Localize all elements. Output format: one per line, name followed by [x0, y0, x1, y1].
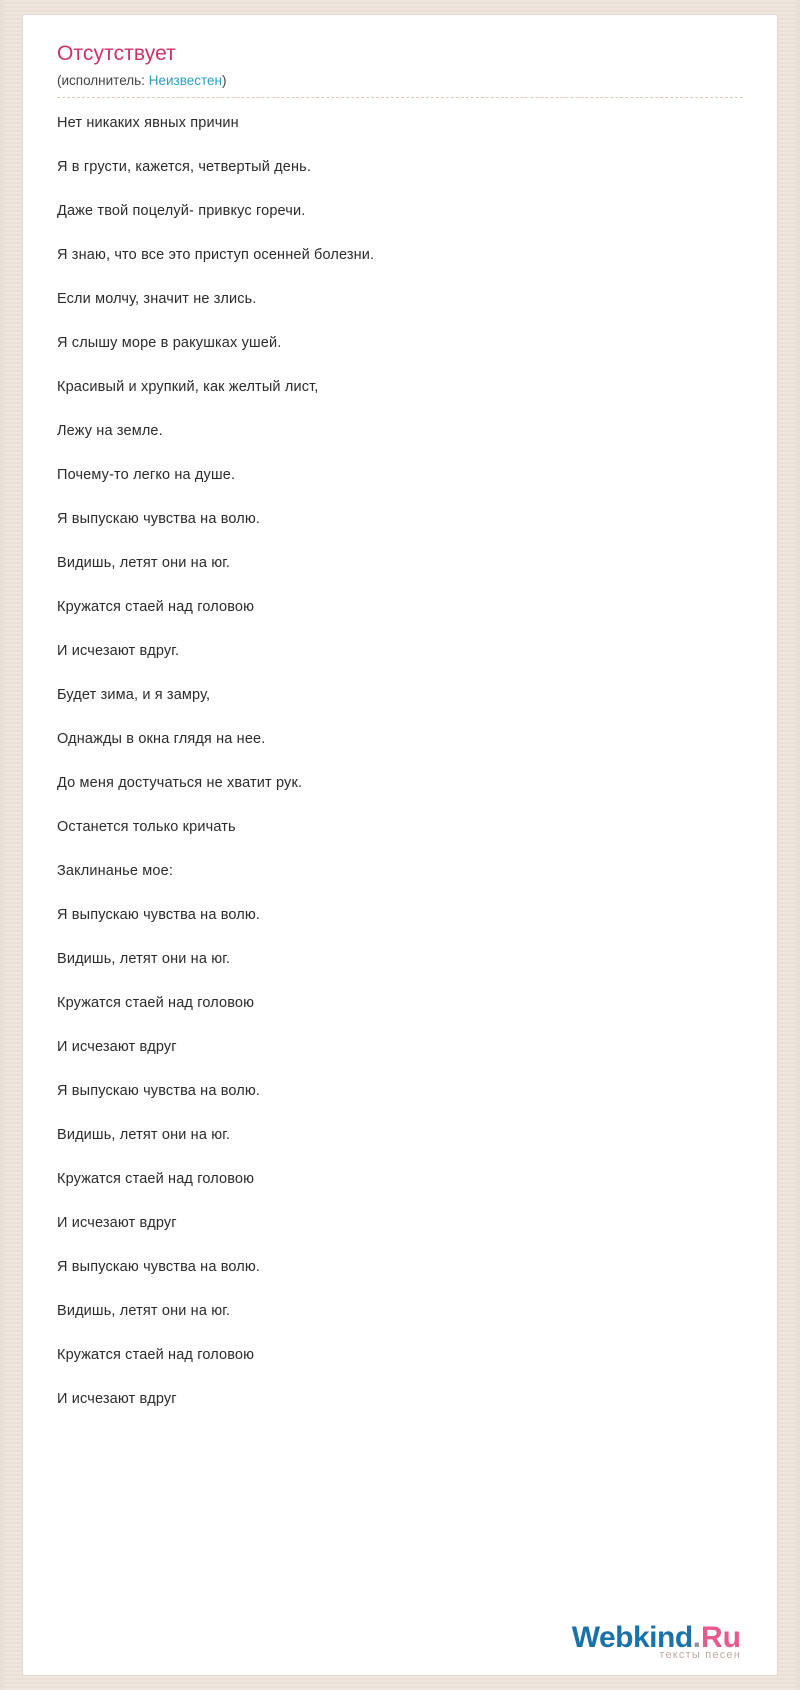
lyrics-line: Кружатся стаей над головою — [57, 1171, 255, 1187]
lyrics-line: Я выпускаю чувства на волю. — [57, 1259, 261, 1275]
lyrics-line: И исчезают вдруг — [57, 1039, 177, 1055]
lyrics-line: Я выпускаю чувства на волю. — [57, 907, 261, 923]
lyrics-line: Заклинанье мое: — [57, 863, 173, 879]
lyrics-line: Видишь, летят они на юг. — [57, 951, 231, 967]
lyrics-line: И исчезают вдруг. — [57, 643, 180, 659]
lyrics-line: Я слышу море в ракушках ушей. — [57, 335, 282, 351]
logo-tagline: тексты песен — [659, 1649, 741, 1661]
lyrics-line: Будет зима, и я замру, — [57, 687, 211, 703]
lyrics-line: До меня достучаться не хватит рук. — [57, 775, 303, 791]
lyrics-sheet — [22, 14, 778, 1676]
logo-ru: Ru — [701, 1621, 741, 1654]
lyrics-line: И исчезают вдруг — [57, 1391, 177, 1407]
artist-line — [57, 73, 743, 98]
lyrics-line: Даже твой поцелуй- привкус горечи. — [57, 203, 306, 219]
lyrics-body — [57, 114, 743, 1408]
lyrics-line: Однажды в окна глядя на нее. — [57, 731, 266, 747]
lyrics-line: Лежу на земле. — [57, 423, 163, 439]
lyrics-line: Видишь, летят они на юг. — [57, 555, 231, 571]
lyrics-line: Если молчу, значит не злись. — [57, 291, 257, 307]
lyrics-line: Кружатся стаей над головою — [57, 995, 255, 1011]
logo-dot: . — [692, 1621, 701, 1654]
lyrics-line: Я знаю, что все это приступ осенней болезни. — [57, 247, 375, 263]
artist-link[interactable]: Неизвестен — [148, 73, 222, 88]
logo-webkind: Webkind — [571, 1621, 693, 1654]
lyrics-line: Останется только кричать — [57, 819, 236, 835]
lyrics-line: Я выпускаю чувства на волю. — [57, 1083, 261, 1099]
lyrics-line: Видишь, летят они на юг. — [57, 1303, 231, 1319]
lyrics-line: Видишь, летят они на юг. — [57, 1127, 231, 1143]
left-edge-shading — [0, 0, 6, 1690]
lyrics-line: Кружатся стаей над головою — [57, 1347, 255, 1363]
lyrics-line: Я в грусти, кажется, четвертый день. — [57, 159, 312, 175]
lyrics-line: Нет никаких явных причин — [57, 115, 239, 131]
lyrics-line: Я выпускаю чувства на волю. — [57, 511, 261, 527]
page-title: Отсутствует — [57, 42, 176, 65]
lyrics-line: Красивый и хрупкий, как желтый лист, — [57, 379, 319, 395]
site-logo[interactable] — [572, 1621, 741, 1661]
artist-paren-close: ) — [221, 73, 227, 88]
lyrics-line: Кружатся стаей над головою — [57, 599, 255, 615]
lyrics-line: Почему-то легко на душе. — [57, 467, 236, 483]
artist-label: (исполнитель: — [57, 73, 145, 88]
right-edge-shading — [794, 0, 800, 1690]
lyrics-line: И исчезают вдруг — [57, 1215, 177, 1231]
